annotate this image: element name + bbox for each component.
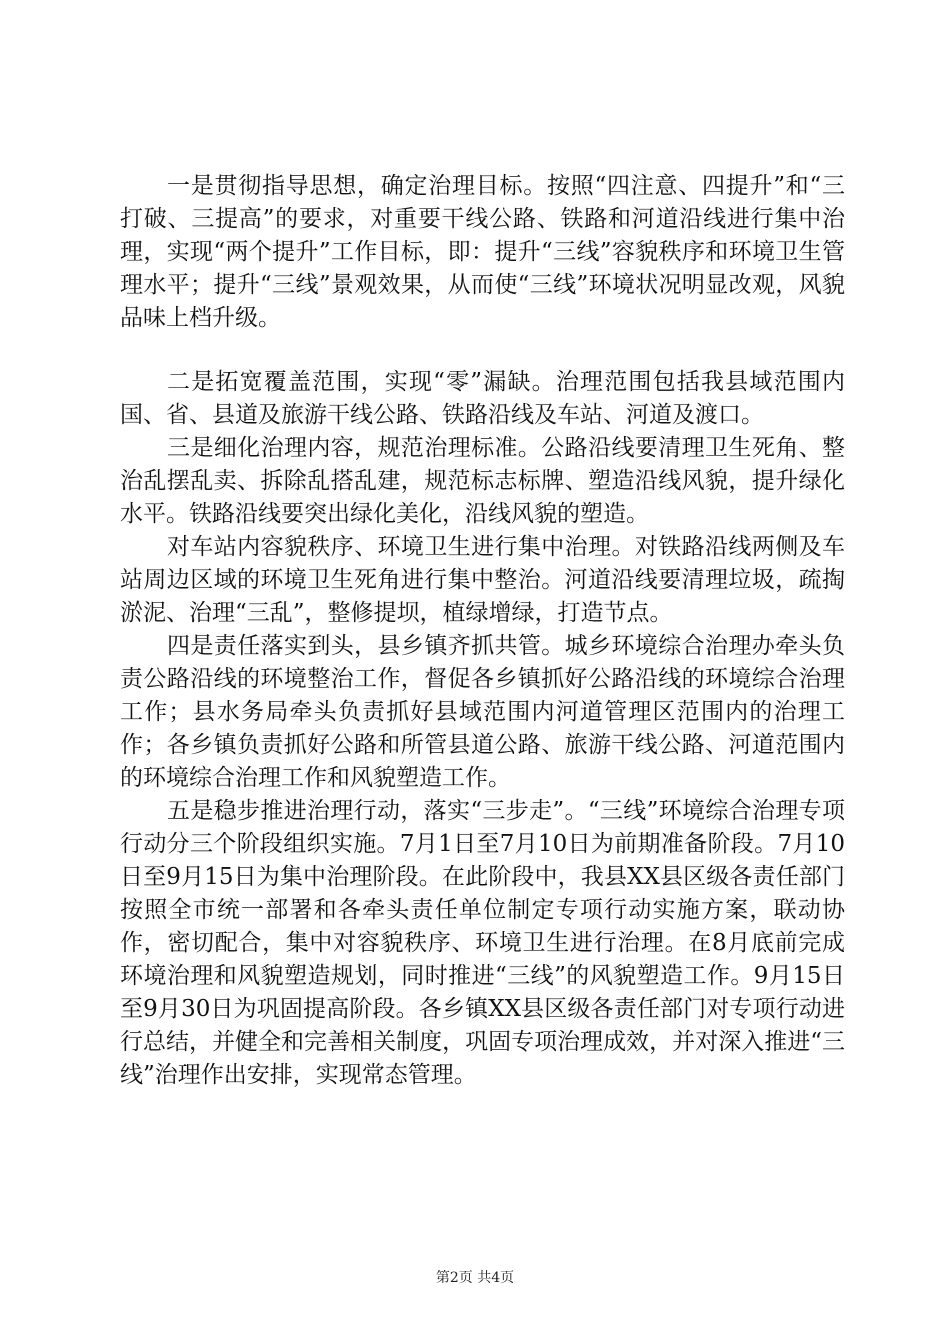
page-number-footer: 第2页 共4页 — [435, 1270, 515, 1286]
paragraph-1: 一是贯彻指导思想，确定治理目标。按照“四注意、四提升”和“三打破、三提高”的要求，对重要干线公路、铁路和河道沿线进行集中治理，实现“两个提升”工作目标，即：提升“三线”容貌秩序和环境卫生管理水平；提升“三线”景观效果，从而使“三线”环境状况明显改观，风貌品味上档升级。 — [120, 173, 845, 331]
paragraph-3: 三是细化治理内容，规范治理标准。公路沿线要清理卫生死角、整治乱摆乱卖、拆除乱搭乱建，规范标志标牌、塑造沿线风貌，提升绿化水平。铁路沿线要突出绿化美化，沿线风貌的塑造。 — [120, 435, 845, 527]
document-body — [120, 170, 845, 1092]
paragraph-5: 四是责任落实到头，县乡镇齐抓共管。城乡环境综合治理办牵头负责公路沿线的环境整治工作，督促各乡镇抓好公路沿线的环境综合治理工作；县水务局牵头负责抓好县域范围内河道管理区范围内的治理工作；各乡镇负责抓好公路和所管县道公路、旅游干线公路、河道范围内的环境综合治理工作和风貌塑造工作。 — [120, 633, 845, 791]
paragraph-6: 五是稳步推进治理行动，落实“三步走”。“三线”环境综合治理专项行动分三个阶段组织实施。7月1日至7月10日为前期准备阶段。7月10日至9月15日为集中治理阶段。在此阶段中，我县XX县区级各责任部门按照全市统一部署和各牵头责任单位制定专项行动实施方案，联动协作，密切配合，集中对容貌秩序、环境卫生进行治理。在8月底前完成环境治理和风貌塑造规划，同时推进“三线”的风貌塑造工作。9月15日至9月30日为巩固提高阶段。各乡镇XX县区级各责任部门对专项行动进行总结，并健全和完善相关制度，巩固专项治理成效，并对深入推进“三线”治理作出安排，实现常态管理。 — [120, 798, 845, 1088]
paragraph-2: 二是拓宽覆盖范围，实现“零”漏缺。治理范围包括我县域范围内国、省、县道及旅游干线公路、铁路沿线及车站、河道及渡口。 — [120, 369, 845, 428]
paragraph-4: 对车站内容貌秩序、环境卫生进行集中治理。对铁路沿线两侧及车站周边区域的环境卫生死角进行集中整治。河道沿线要清理垃圾，疏掏淤泥、治理“三乱”，整修提坝，植绿增绿，打造节点。 — [120, 534, 845, 626]
